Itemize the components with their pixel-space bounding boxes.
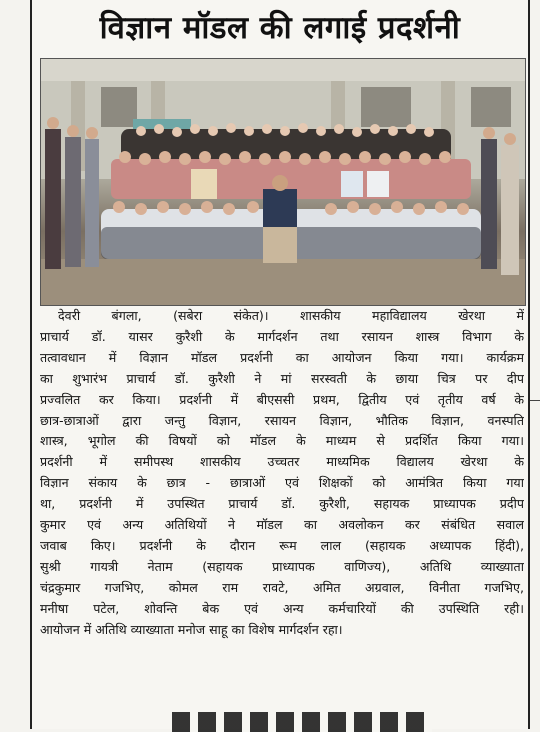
article-line: कुमार एवं अन्य अतिथियों ने मॉडल का अवलोकन कर संबंधित सवाल [40,517,524,533]
column-rule-mark [530,400,540,401]
article-line: मनीषा पटेल, शोवन्ति बेक एवं अन्य कर्मचारियों की उपस्थिति रही। [40,600,524,616]
article-line: आयोजन में अतिथि व्याख्याता मनोज साहू का विशेष मार्गदर्शन रहा। [40,621,343,637]
article-line: प्रदर्शनी में समीपस्थ शासकीय उच्चतर माध्यमिक विद्यालय खेरथा के [40,454,524,470]
article-line: तत्वावधान में विज्ञान मॉडल प्रदर्शनी का आयोजन किया गया। कार्यक्रम [40,349,524,365]
article-line: जवाब किए। प्रदर्शनी के दौरान रूम लाल (सहायक अध्यापक हिंदी), [40,537,524,553]
article-line: प्रज्वलित कर किया। प्रदर्शनी में बीएससी प्रथम, द्वितीय एवं तृतीय वर्ष के [40,391,524,407]
article-line: विज्ञान संकाय के छात्र - छात्राओं एवं शिक्षकों को आमंत्रित किया गया [40,475,524,491]
article-line: छात्र-छात्राओं द्वारा जन्तु विज्ञान, रसायन विज्ञान, भौतिक विज्ञान, वनस्पति [40,412,524,428]
group-photo [40,58,526,306]
article-line: चंद्रकुमार गजभिए, कोमल राम रावटे, अमित अग्रवाल, विनीता गजभिए, [40,579,524,595]
article-line: शास्त्र, भूगोल की विषयों को मॉडल के माध्यम से प्रदर्शित किया गया। [40,433,524,449]
article-body [40,306,524,641]
next-article-headline-fragment [172,712,432,732]
article-line: सुश्री गायत्री नेताम (सहायक प्राध्यापक वाणिज्य), अतिथि व्याख्याता [40,558,524,574]
newspaper-clipping [30,0,530,729]
article-line: प्राचार्य डॉ. यासर कुरैशी के मार्गदर्शन तथा रसायन शास्त्र विभाग के [40,328,524,344]
article-line: का शुभारंभ प्राचार्य डॉ. कुरैशी ने मां सरस्वती के छाया चित्र पर दीप [40,370,524,386]
article-line: था, प्रदर्शनी में उपस्थित प्राचार्य डॉ. कुरैशी, सहायक प्राध्यापक प्रदीप [40,496,524,512]
article-line: देवरी बंगला, (सबेरा संकेत)। शासकीय महाविद्यालय खेरथा में [58,308,524,323]
article-headline: विज्ञान मॉडल की लगाई प्रदर्शनी [99,10,461,46]
